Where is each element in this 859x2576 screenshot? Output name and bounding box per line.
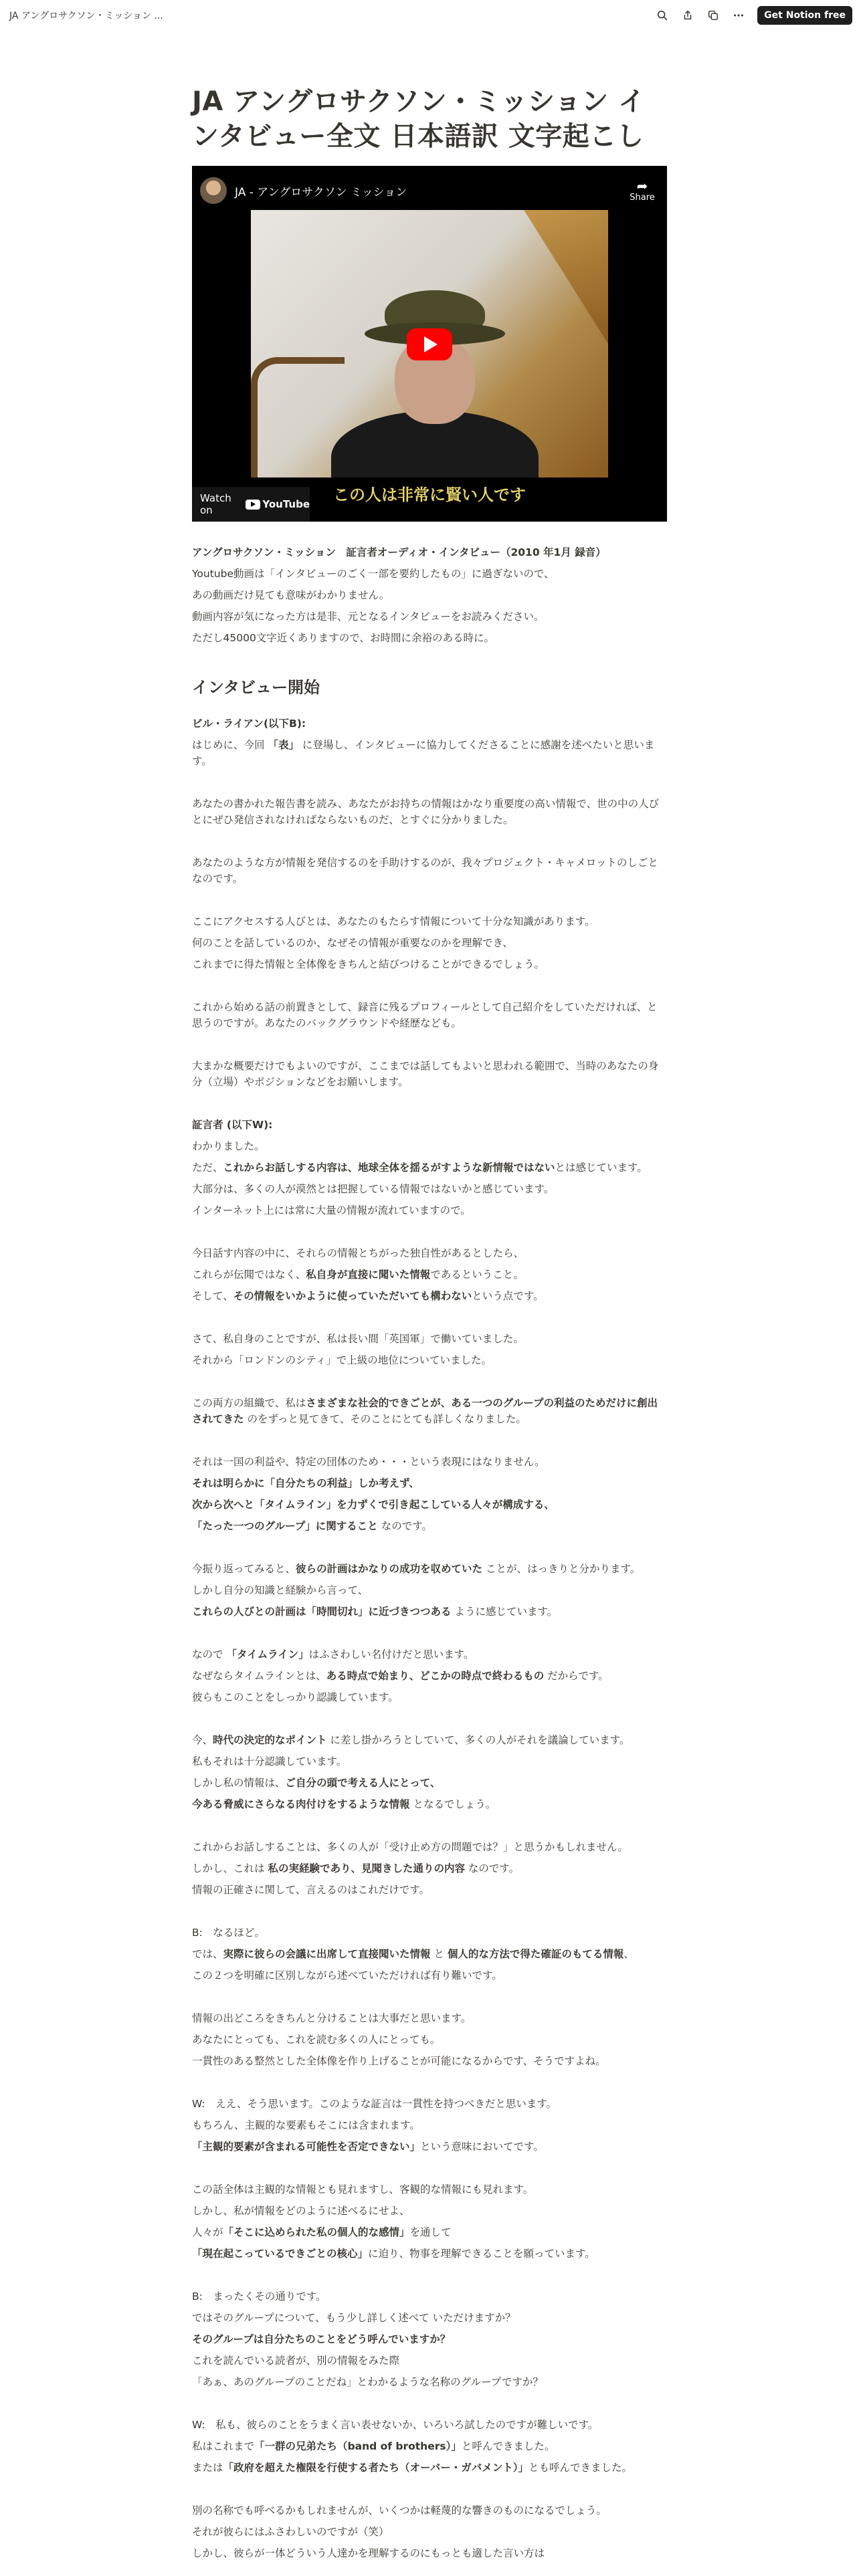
paragraph: あなたのような方が情報を発信するのを手助けするのが、我々プロジェクト・キャメロットのしごとなのです。 — [192, 857, 658, 885]
video-title[interactable]: JA - アングロサクソン ミッション — [235, 185, 407, 199]
paragraph: ではそのグループについて、もう少し詳しく述べて いただけますか？ — [192, 2312, 516, 2324]
paragraph: それが彼らにはふさわしいのですが（笑） — [192, 2526, 389, 2538]
paragraph: それは一国の利益や、特定の団体のため・・・という表現にはなりません。 — [192, 1456, 545, 1468]
get-notion-free-button[interactable]: Get Notion free — [757, 6, 852, 25]
intro-line: Youtube動画は「インタビューのごく一部を要約したもの」に過ぎないので、 — [192, 568, 555, 580]
paragraph: または「政府を超えた権限を行使する者たち（オーバー・ガバメント）」とも呼んできました。 — [192, 2462, 633, 2474]
share-icon[interactable] — [681, 9, 694, 22]
more-icon[interactable] — [732, 9, 745, 22]
breadcrumb[interactable]: JA アングロサクソン・ミッション ... — [9, 10, 163, 21]
paragraph: 今ある脅威にさらなる肉付けをするような情報 となるでしょう。 — [192, 1798, 496, 1810]
paragraph: さて、私自身のことですが、私は長い間「英国軍」で働いていました。 — [192, 1333, 524, 1345]
video-share-button[interactable] — [626, 179, 659, 203]
paragraph: W: ええ、そう思います。このような証言は一貫性を持つべきだと思います。 — [192, 2098, 557, 2110]
paragraph: 「あぁ、あのグループのことだね」とわかるような名称のグループですか？ — [192, 2376, 543, 2388]
paragraph: 何のことを話しているのか、なぜその情報が重要なのかを理解でき、 — [192, 937, 513, 949]
paragraph: それから「ロンドンのシティ」で上級の地位についていました。 — [192, 1354, 492, 1366]
paragraph: なぜならタイムラインとは、ある時点で始まり、どこかの時点で終わるもの だからです。 — [192, 1670, 609, 1682]
paragraph: これから始める話の前置きとして、録音に残るプロフィールとして自己紹介をしていただければ、と思うのですが。あなたのバックグラウンドや経歴なども。 — [192, 1001, 658, 1029]
watch-on-youtube-button[interactable] — [192, 487, 310, 522]
youtube-embed[interactable] — [192, 166, 667, 522]
search-icon[interactable] — [656, 9, 669, 22]
video-caption: この人は非常に賢い人です — [333, 486, 526, 504]
paragraph: W: 私も、彼らのことをうまく言い表せないか、いろいろ試したのですが難しいです。 — [192, 2419, 599, 2431]
topbar-actions — [656, 6, 852, 25]
paragraph: しかし、彼らが一体どういう人達かを理解するのにもっとも適した言い方は — [192, 2547, 545, 2559]
paragraph: これらが伝聞ではなく、私自身が直接に聞いた情報であるということ。 — [192, 1269, 524, 1281]
paragraph: ただ、これからお話しする内容は、地球全体を揺るがすような新情報ではないとは感じています。 — [192, 1162, 648, 1174]
paragraph: わかりました。 — [192, 1140, 265, 1152]
paragraph: 私はこれまで「一群の兄弟たち（band of brothers）」と呼んできました。 — [192, 2440, 555, 2452]
speaker-label: ビル・ライアン(以下B): — [192, 718, 306, 730]
paragraph: 今日話す内容の中に、それらの情報とちがった独自性があるとしたら、 — [192, 1247, 524, 1259]
intro-line: 動画内容が気になった方は是非、元となるインタビューをお読みください。 — [192, 611, 545, 623]
paragraph: インターネット上には常に大量の情報が流れていますので。 — [192, 1204, 471, 1216]
paragraph: この話全体は主観的な情報とも見れますし、客観的な情報にも見れます。 — [192, 2183, 534, 2195]
watch-on-label: Watch on — [200, 492, 231, 516]
paragraph: 「主観的要素が含まれる可能性を否定できない」という意味においてです。 — [192, 2141, 544, 2153]
paragraph: これを読んでいる読者が、別の情報をみた際 — [192, 2355, 400, 2367]
paragraph: 大まかな概要だけでもよいのですが、ここまでは話してもよいと思われる範囲で、当時のあなたの身分（立場）やポジションなどをお願いします。 — [192, 1060, 659, 1088]
paragraph: 「現在起こっているできごとの核心」に迫り、物事を理解できることを願っています。 — [192, 2248, 595, 2260]
paragraph: 今振り返ってみると、彼らの計画はかなりの成功を収めていた ことが、はっきりと分かります。 — [192, 1563, 641, 1575]
paragraph: そして、その情報をいかように使っていただいても構わないという点です。 — [192, 1290, 544, 1302]
paragraph: これからお話しすることは、多くの人が「受け止め方の問題では？」と思うかもしれません。 — [192, 1841, 628, 1853]
paragraph: あなたの書かれた報告書を読み、あなたがお持ちの情報はかなり重要度の高い情報で、世の中の人びとにぜひ発信されなければならないものだ、とすぐに分かりました。 — [192, 798, 660, 826]
paragraph: 私もそれは十分認識しています。 — [192, 1755, 347, 1767]
intro-line: ただし45000文字近くありますので、お時間に余裕のある時に。 — [192, 632, 494, 644]
share-label: Share — [630, 192, 655, 203]
paragraph: これまでに得た情報と全体像をきちんと結びつけることができるでしょう。 — [192, 958, 545, 970]
paragraph: これらの人びとの計画は「時間切れ」に近づきつつある ように感じています。 — [192, 1606, 558, 1618]
paragraph: 次から次へと「タイムライン」を力ずくで引き起こしている人々が構成する、 — [192, 1499, 555, 1511]
section-heading: インタビュー開始 — [192, 678, 320, 697]
article-body — [192, 542, 667, 2564]
paragraph: なので 「タイムライン」はふさわしい名付けだと思います。 — [192, 1648, 474, 1660]
speaker-label: 証言者 (以下W): — [192, 1119, 273, 1131]
intro-heading: アングロサクソン・ミッション 証言者オーディオ・インタビュー（2010 年1月 録音） — [192, 546, 606, 558]
paragraph: はじめに、今回 「表」 に登場し、インタビューに協力してくださることに感謝を述べたいと思います。 — [192, 739, 655, 767]
paragraph: 別の名称でも呼べるかもしれませんが、いくつかは軽蔑的な響きのものになるでしょう。 — [192, 2504, 607, 2516]
paragraph: この２つを明確に区別しながら述べていただければ有り難いです。 — [192, 1969, 502, 1981]
paragraph: しかし私の情報は、ご自分の頭で考える人にとって、 — [192, 1777, 441, 1789]
paragraph: 一貫性のある整然とした全体像を作り上げることが可能になるからです、そうですよね。 — [192, 2055, 606, 2067]
paragraph: 人々が「そこに込められた私の個人的な感情」を通して — [192, 2226, 452, 2238]
page-title: JA アングロサクソン・ミッション インタビュー全文 日本語訳 文字起こし — [192, 86, 646, 152]
paragraph: 彼らもこのことをしっかり認識しています。 — [192, 1691, 399, 1703]
paragraph: では、実際に彼らの会議に出席して直接聞いた情報 と 個人的な方法で得た確証のもてる情報、 — [192, 1948, 634, 1960]
page-content — [192, 84, 667, 2564]
paragraph: B: なるほど。 — [192, 1927, 265, 1939]
paragraph: そのグループは自分たちのことをどう呼んでいますか？ — [192, 2333, 451, 2345]
paragraph: 情報の正確さに関して、言えるのはこれだけです。 — [192, 1884, 430, 1896]
intro-line: あの動画だけ見ても意味がわかりません。 — [192, 589, 390, 601]
paragraph: ここにアクセスする人びとは、あなたのもたらす情報について十分な知識があります。 — [192, 916, 595, 928]
paragraph: B: まったくその通りです。 — [192, 2290, 326, 2302]
duplicate-icon[interactable] — [706, 9, 720, 22]
paragraph: あなたにとっても、これを読む多くの人にとっても。 — [192, 2034, 441, 2046]
play-button-icon[interactable] — [407, 328, 452, 360]
paragraph: しかし、私が情報をどのように述べるにせよ、 — [192, 2205, 410, 2217]
youtube-logo-icon: YouTube — [246, 498, 310, 510]
paragraph: 「たった一つのグループ」に関すること なのです。 — [192, 1520, 432, 1532]
paragraph: この両方の組織で、私はさまざまな社会的できごとが、ある一つのグループの利益のためだけに創出されてきた のをずっと見てきて、そのことにとても詳しくなりました。 — [192, 1397, 658, 1425]
paragraph: しかし、これは 私の実経験であり、見聞きした通りの内容 なのです。 — [192, 1862, 520, 1874]
video-header — [200, 174, 659, 207]
paragraph: それは明らかに「自分たちの利益」しか考えず、 — [192, 1477, 419, 1489]
paragraph: もちろん、主観的な要素もそこには含まれます。 — [192, 2119, 420, 2131]
paragraph: しかし自分の知識と経験から言って、 — [192, 1584, 369, 1596]
top-bar — [0, 0, 859, 30]
channel-avatar[interactable] — [200, 177, 227, 204]
paragraph: 情報の出どころをきちんと分けることは大事だと思います。 — [192, 2012, 472, 2024]
paragraph: 今、時代の決定的なポイント に差し掛かろうとしていて、多くの人がそれを議論しています。 — [192, 1734, 630, 1746]
share-arrow-icon: ➦ — [636, 177, 648, 194]
paragraph: 大部分は、多くの人が漠然とは把握している情報ではないかと感じています。 — [192, 1183, 555, 1195]
